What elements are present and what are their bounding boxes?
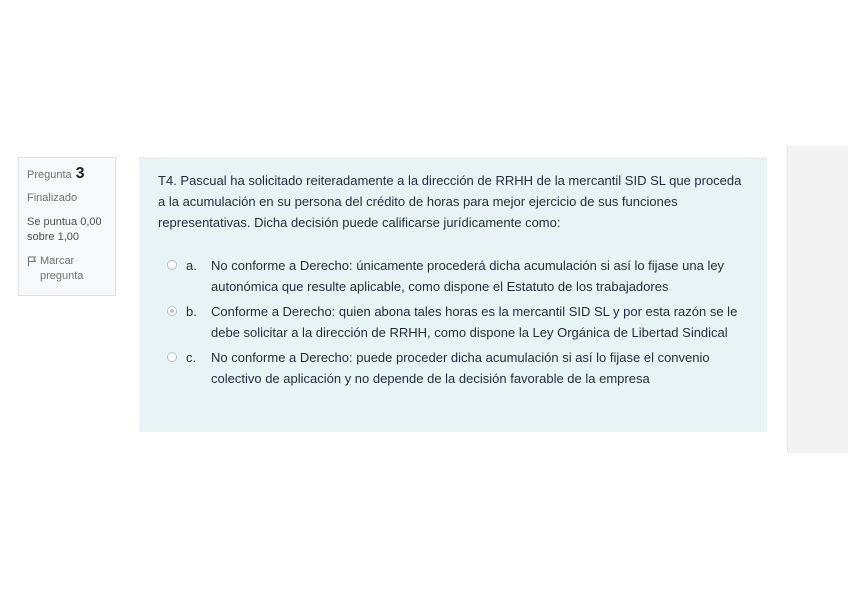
flag-icon (27, 256, 37, 267)
answer-text-c: No conforme a Derecho: puede proceder dicha acumulación si así lo fijase el convenio colectivo de aplicación y no depende de la decisión favorable de la empresa (211, 350, 710, 386)
flag-label: Marcar pregunta (40, 255, 84, 282)
question-state: Finalizado (27, 192, 78, 204)
question-number: 3 (75, 165, 85, 182)
question-number-heading (27, 166, 107, 183)
question-label: Pregunta (27, 169, 72, 181)
question-info-panel (18, 157, 116, 296)
answer-option-b[interactable] (167, 301, 749, 343)
answer-option-a[interactable] (167, 255, 749, 297)
question-text: T4. Pascual ha solicitado reiteradamente a la dirección de RRHH de la mercantil SID SL que proceda a la acumulación en su persona del crédito de horas para mejor ejercicio de sus funciones representativas. Dicha decisión puede calificarse jurídicamente como: (158, 173, 742, 230)
question-content (139, 157, 767, 432)
answer-text-a: No conforme a Derecho: únicamente procederá dicha acumulación si así lo fijase una ley autonómica que resulte aplicable, como dispone el Estatuto de los trabajadores (211, 258, 725, 294)
answer-letter-a: a. (186, 258, 197, 273)
answer-text-b: Conforme a Derecho: quien abona tales horas es la mercantil SID SL y por esta razón se le debe solicitar a la dirección de RRHH, como dispone la Ley Orgánica de Libertad Sindical (211, 304, 738, 340)
right-side-panel (787, 146, 848, 453)
radio-button-a[interactable] (167, 260, 177, 270)
answer-list (158, 255, 749, 389)
flag-question-link[interactable] (27, 254, 107, 284)
radio-button-b[interactable] (167, 306, 177, 316)
question-grade: Se puntua 0,00 sobre 1,00 (27, 216, 102, 243)
radio-button-c[interactable] (167, 352, 177, 362)
answer-option-c[interactable] (167, 347, 749, 389)
answer-letter-b: b. (186, 304, 197, 319)
answer-letter-c: c. (186, 350, 197, 365)
